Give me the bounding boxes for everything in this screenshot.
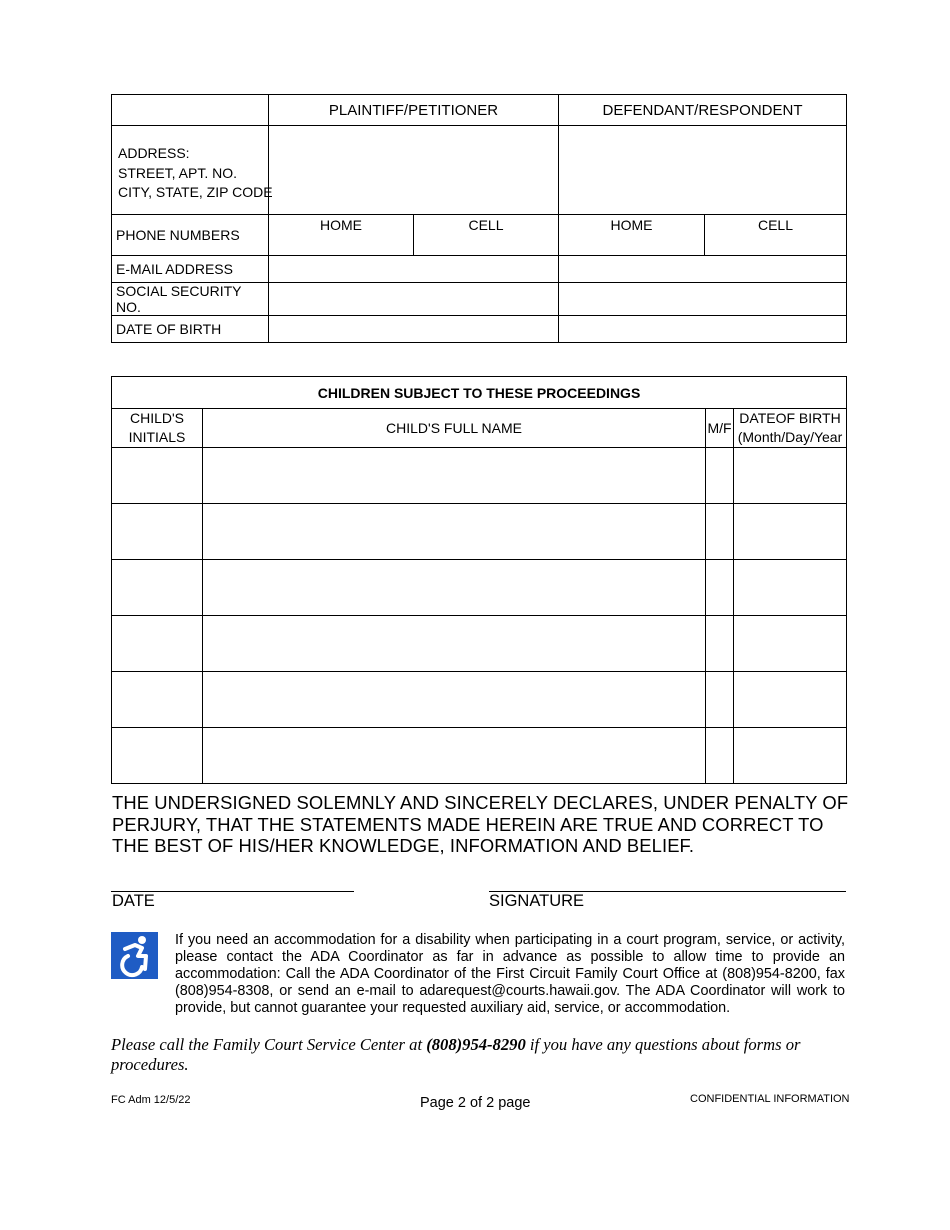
defendant-address-field[interactable] xyxy=(559,126,847,215)
child-row xyxy=(112,616,847,672)
child-name-field[interactable] xyxy=(203,672,706,728)
confidential-label: CONFIDENTIAL INFORMATION xyxy=(690,1093,850,1105)
child-initials-field[interactable] xyxy=(112,504,203,560)
child-sex-field[interactable] xyxy=(706,616,734,672)
child-dob-field[interactable] xyxy=(734,504,847,560)
sex-header: M/F xyxy=(706,409,734,448)
form-id: FC Adm 12/5/22 xyxy=(111,1094,191,1106)
service-center-text: Please call the Family Court Service Center at xyxy=(111,1035,427,1054)
service-center-text: if you have any questions about forms or procedures. xyxy=(111,1035,801,1074)
child-name-field[interactable] xyxy=(203,616,706,672)
child-row xyxy=(112,504,847,560)
child-sex-field[interactable] xyxy=(706,504,734,560)
defendant-ssn-field[interactable] xyxy=(559,283,847,316)
plaintiff-cell-phone-field[interactable] xyxy=(414,215,559,256)
page-number: Page 2 of 2 page xyxy=(420,1095,531,1111)
child-name-field[interactable] xyxy=(203,504,706,560)
child-full-name-header: CHILD'S FULL NAME xyxy=(203,409,706,448)
child-dob-header xyxy=(734,409,847,448)
email-label: E-MAIL ADDRESS xyxy=(112,256,269,283)
child-dob-field[interactable] xyxy=(734,560,847,616)
plaintiff-email-field[interactable] xyxy=(269,256,559,283)
home-sublabel: HOME xyxy=(320,217,362,233)
defendant-dob-field[interactable] xyxy=(559,316,847,343)
child-name-field[interactable] xyxy=(203,560,706,616)
child-row xyxy=(112,672,847,728)
defendant-column-header: DEFENDANT/RESPONDENT xyxy=(559,95,847,126)
dob-label: DATE OF BIRTH xyxy=(112,316,269,343)
perjury-declaration: THE UNDERSIGNED SOLEMNLY AND SINCERELY DECLARES, UNDER PENALTY OF PERJURY, THAT THE STATEMENTS MADE HEREIN ARE TRUE AND CORRECT TO THE BEST OF HIS/HER KNOWLEDGE, INFORMATION AND BELIEF. xyxy=(112,792,849,856)
address-label xyxy=(112,126,273,215)
child-initials-field[interactable] xyxy=(112,728,203,784)
child-dob-field[interactable] xyxy=(734,728,847,784)
child-sex-field[interactable] xyxy=(706,672,734,728)
date-label: DATE xyxy=(112,892,155,910)
ada-notice: If you need an accommodation for a disability when participating in a court program, service, or activity, please contact the ADA Coordinator as far in advance as possible to allow time to provide an accommodation: Call the ADA Coordinator of the First Circuit Family Court Office at (808)954-8200, fax (808)954-8308, or send an e-mail to adarequest@courts.hawaii.gov. The ADA Coordinator will work to provide, but cannot guarantee your requested auxiliary aid, service, or accommodation. xyxy=(175,932,845,1016)
plaintiff-column-header: PLAINTIFF/PETITIONER xyxy=(269,95,559,126)
address-label-line: CITY, STATE, ZIP CODE xyxy=(118,184,273,200)
child-initials-field[interactable] xyxy=(112,672,203,728)
defendant-email-field[interactable] xyxy=(559,256,847,283)
child-initials-field[interactable] xyxy=(112,616,203,672)
phone-numbers-label: PHONE NUMBERS xyxy=(112,215,269,256)
child-row xyxy=(112,448,847,504)
defendant-home-phone-field[interactable] xyxy=(559,215,705,256)
defendant-cell-phone-field[interactable] xyxy=(705,215,847,256)
header-line: (Month/Day/Year xyxy=(737,429,843,445)
child-row xyxy=(112,560,847,616)
child-initials-field[interactable] xyxy=(112,448,203,504)
child-name-field[interactable] xyxy=(203,448,706,504)
child-initials-header xyxy=(112,409,203,448)
child-sex-field[interactable] xyxy=(706,560,734,616)
plaintiff-dob-field[interactable] xyxy=(269,316,559,343)
header-line: INITIALS xyxy=(128,429,186,445)
child-sex-field[interactable] xyxy=(706,448,734,504)
corner-cell xyxy=(112,95,269,126)
address-label-line: STREET, APT. NO. xyxy=(118,164,238,181)
address-label-line: ADDRESS: xyxy=(118,145,190,161)
children-table xyxy=(111,376,847,784)
child-sex-field[interactable] xyxy=(706,728,734,784)
header-line: CHILD'S xyxy=(129,410,185,426)
ssn-label: SOCIAL SECURITY NO. xyxy=(112,283,269,316)
plaintiff-address-field[interactable] xyxy=(269,126,559,215)
child-row xyxy=(112,728,847,784)
child-dob-field[interactable] xyxy=(734,448,847,504)
child-name-field[interactable] xyxy=(203,728,706,784)
cell-sublabel: CELL xyxy=(468,217,504,233)
header-line: DATEOF BIRTH xyxy=(739,410,841,426)
plaintiff-ssn-field[interactable] xyxy=(269,283,559,316)
child-initials-field[interactable] xyxy=(112,560,203,616)
plaintiff-home-phone-field[interactable] xyxy=(269,215,414,256)
child-dob-field[interactable] xyxy=(734,672,847,728)
service-center-phone: (808)954-8290 xyxy=(426,1035,526,1054)
cell-sublabel: CELL xyxy=(757,217,794,233)
accessibility-icon xyxy=(111,932,158,979)
home-sublabel: HOME xyxy=(610,217,653,233)
signature-label: SIGNATURE xyxy=(489,892,585,910)
service-center-note xyxy=(111,1035,831,1075)
party-info-table xyxy=(111,94,847,343)
children-table-title: CHILDREN SUBJECT TO THESE PROCEEDINGS xyxy=(112,377,847,409)
child-dob-field[interactable] xyxy=(734,616,847,672)
